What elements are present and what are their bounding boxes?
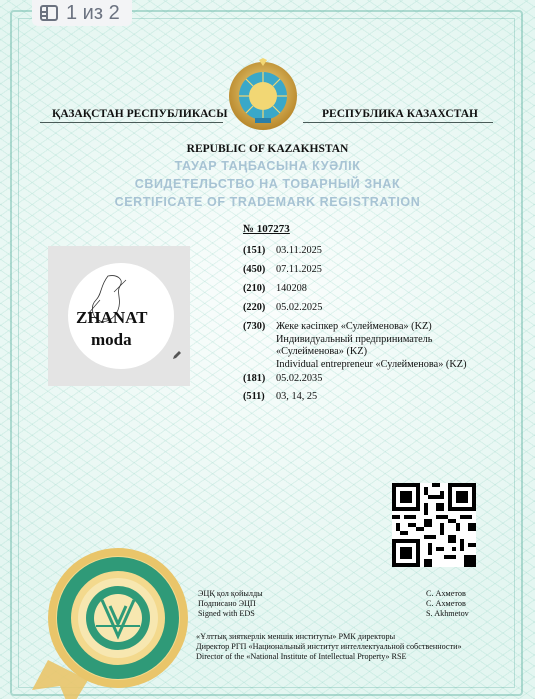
pencil-icon xyxy=(172,350,182,360)
header-rule-left xyxy=(40,122,223,123)
title-kz: ТАУАР ТАҢБАСЫНА КУӘЛІК xyxy=(174,159,361,173)
signatory-name-ru: С. Ахметов xyxy=(426,599,466,608)
state-emblem-icon xyxy=(225,58,301,134)
signatory-name-en: S. Akhmetov xyxy=(426,609,469,618)
country-name-kz: ҚАЗАҚСТАН РЕСПУБЛИКАСЫ xyxy=(52,108,228,120)
certificate-number: № 107273 xyxy=(243,223,290,235)
director-title-ru: Директор РГП «Национальный институт интеллектуальной собственности» xyxy=(196,642,462,651)
institute-seal-icon xyxy=(30,540,206,699)
signed-eds-ru: Подписано ЭЦП xyxy=(198,599,256,608)
certificate-page: ҚАЗАҚСТАН РЕСПУБЛИКАСЫ РЕСПУБЛИКА КАЗАХСТАН REPUBLIC OF KAZAKHSTAN ТАУАР ТАҢБАСЫНА КУӘЛІК СВИДЕТЕЛЬСТВО НА ТОВАРНЫЙ ЗНАК CERTIFICATE OF TRADEMARK REGISTRATION № 107273 ZHANAT moda (151) 03.11.2025 (450) 07.11.2025 (210) 140208 (220) 05.02.2025 (730) Жеке кәсіпкер «Сулейменова» (KZ) Индивидуальный предприниматель «Сулейменова» (KZ) Individual entrepreneur «Сулейменова» (KZ) (181) 05.02.2035 (511) 03, 14, 25 ЭЦҚ қол қойылды Подписано ЭЦП Signed with EDS С. Ахметов С. Ахметов S. Akhmetov «Ұлттық зияткерлік меншік институты» РМК директоры Директор РГП «Национальный институт интеллектуальной собственности» Director of the «National Institute of Intellectual Property» RSE xyxy=(0,0,535,699)
trademark-text-line2: moda xyxy=(91,330,132,349)
director-title-kz: «Ұлттық зияткерлік меншік институты» РМК директоры xyxy=(196,632,396,641)
page-indicator-label: 1 из 2 xyxy=(66,1,120,24)
country-name-en: REPUBLIC OF KAZAKHSTAN xyxy=(186,143,349,155)
country-name-ru: РЕСПУБЛИКА КАЗАХСТАН xyxy=(322,108,478,120)
sidebar-toggle-icon[interactable] xyxy=(40,5,58,21)
page-indicator[interactable] xyxy=(32,0,132,26)
qr-code xyxy=(392,483,476,567)
signatory-name-kz: С. Ахметов xyxy=(426,589,466,598)
signed-eds-kz: ЭЦҚ қол қойылды xyxy=(198,589,263,598)
title-en: CERTIFICATE OF TRADEMARK REGISTRATION xyxy=(114,195,421,209)
trademark-text-line1: ZHANAT xyxy=(76,308,148,327)
title-ru: СВИДЕТЕЛЬСТВО НА ТОВАРНЫЙ ЗНАК xyxy=(134,177,401,191)
signed-eds-en: Signed with EDS xyxy=(198,609,255,618)
director-title-en: Director of the «National Institute of Intellectual Property» RSE xyxy=(196,652,407,661)
trademark-image xyxy=(48,246,190,386)
header-rule-right xyxy=(303,122,493,123)
